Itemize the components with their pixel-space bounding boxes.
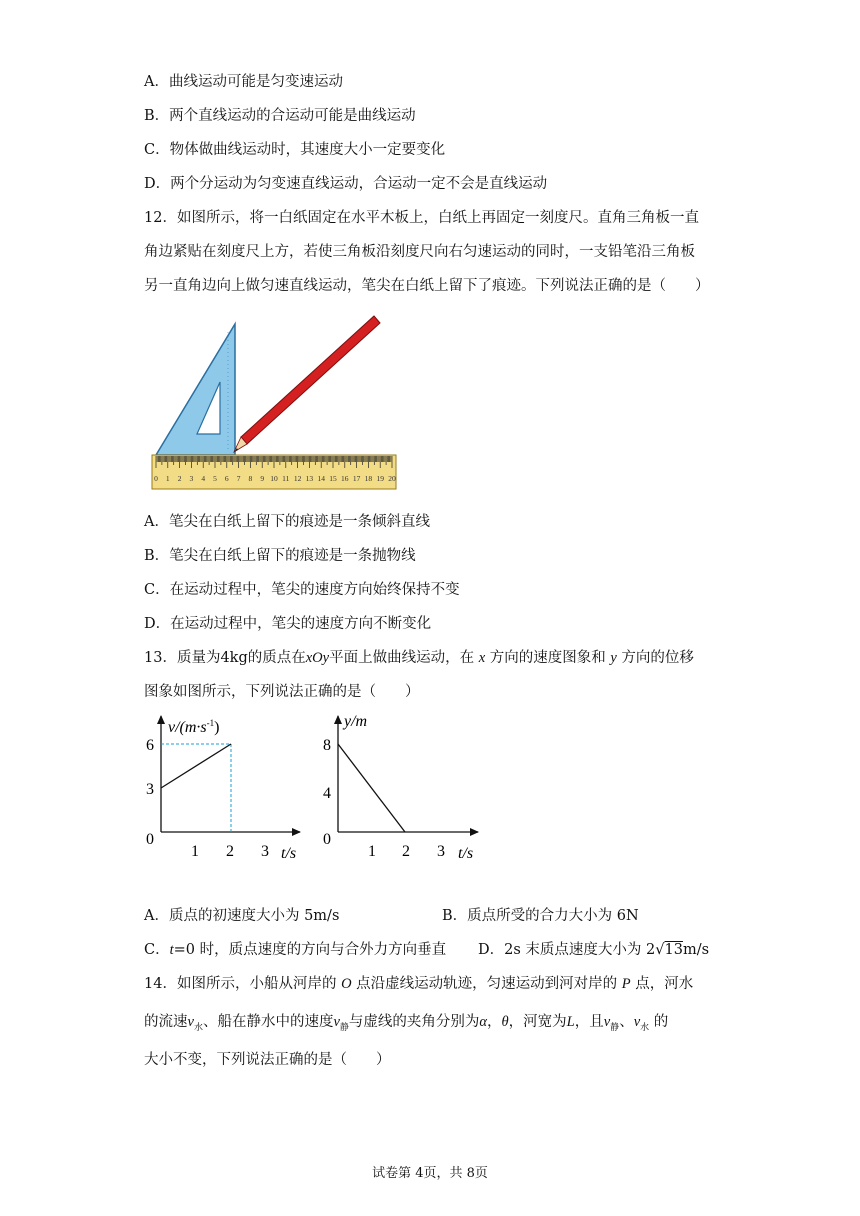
q11-option-d: D．两个分运动为匀变速直线运动，合运动一定不会是直线运动	[144, 176, 548, 192]
ruler-label: 7	[236, 474, 241, 483]
ruler-label: 8	[248, 474, 253, 483]
v-tick-6: 6	[146, 737, 154, 754]
q13-option-c: C．t=0 时，质点速度的方向与合外力方向垂直	[144, 942, 447, 958]
t-tick-2: 2	[226, 843, 234, 860]
ruler-label: 0	[154, 474, 158, 483]
t-tick-3: 3	[437, 843, 445, 860]
ruler-label: 5	[213, 474, 217, 483]
q12-option-b: B．笔尖在白纸上留下的痕迹是一条抛物线	[144, 548, 416, 564]
q13-displacement-graph	[318, 712, 488, 862]
q13-option-a: A．质点的初速度大小为 5m/s	[144, 908, 340, 924]
ruler-label: 1	[165, 474, 170, 483]
q14-stem-line-3: 大小不变，下列说法正确的是（ ）	[144, 1052, 391, 1068]
q13-stem-line-2: 图象如图所示，下列说法正确的是（ ）	[144, 684, 420, 700]
v-tick-0: 0	[146, 831, 154, 848]
t-axis-label: t/s	[458, 845, 474, 862]
ruler-label: 9	[260, 474, 265, 483]
y-tick-8: 8	[323, 737, 331, 754]
ruler-label: 18	[364, 474, 373, 483]
y-tick-4: 4	[323, 785, 331, 802]
ruler-ticks	[156, 456, 392, 468]
q12-option-c: C．在运动过程中，笔尖的速度方向始终保持不变	[144, 582, 460, 598]
pencil	[234, 316, 380, 452]
ruler-label: 11	[282, 474, 290, 483]
ruler-label: 4	[201, 474, 206, 483]
ruler-label: 12	[293, 474, 302, 483]
q12-stem-line-3: 另一直角边向上做匀速直线运动，笔尖在白纸上留下了痕迹。下列说法正确的是（ ）	[144, 278, 710, 294]
y-axis-label: y/m	[344, 713, 368, 730]
t-tick-1: 1	[368, 843, 376, 860]
set-square	[156, 324, 235, 455]
ruler-label: 17	[352, 474, 361, 483]
q11-option-a: A．曲线运动可能是匀变速运动	[144, 74, 343, 90]
ruler-label: 13	[305, 474, 314, 483]
ruler-label: 20	[388, 474, 396, 483]
v-tick-3: 3	[146, 781, 154, 798]
page-footer: 试卷第 4页，共 8页	[372, 1166, 488, 1181]
q12-option-a: A．笔尖在白纸上留下的痕迹是一条倾斜直线	[144, 514, 430, 530]
q13-option-b: B．质点所受的合力大小为 6N	[442, 908, 639, 924]
q12-option-d: D．在运动过程中，笔尖的速度方向不断变化	[144, 616, 432, 632]
q12-stem-line-1: 12．如图所示，将一白纸固定在水平木板上，白纸上再固定一刻度尺。直角三角板一直	[144, 210, 699, 226]
ruler-label: 16	[341, 474, 349, 483]
ruler-label: 19	[376, 474, 384, 483]
q13-velocity-graph	[140, 712, 310, 862]
q13-option-d: D．2s 末质点速度大小为 2√13m/s	[478, 942, 710, 958]
ruler-label: 3	[189, 474, 194, 483]
q12-ruler-figure	[148, 312, 400, 494]
q14-stem-line-2: 的流速$v_水$、船在静水中的速度$v_静$与虚线的夹角分别为α，θ，河宽为L，且$v_静$、$v_水$ 的	[144, 1014, 669, 1033]
q11-option-b: B．两个直线运动的合运动可能是曲线运动	[144, 108, 416, 124]
ruler-label: 15	[329, 474, 337, 483]
q14-stem-line-1: 14．如图所示，小船从河岸的 O 点沿虚线运动轨迹，匀速运动到河对岸的 P 点，河水	[144, 976, 694, 992]
ruler-label: 10	[270, 474, 278, 483]
displacement-line	[338, 744, 405, 832]
q13-stem-line-1: 13．质量为4kg的质点在xOy平面上做曲线运动，在 x 方向的速度图象和 y 方向的位移	[144, 650, 694, 666]
q12-stem-line-2: 角边紧贴在刻度尺上方，若使三角板沿刻度尺向右匀速运动的同时，一支铅笔沿三角板	[144, 244, 695, 260]
ruler-label: 14	[317, 474, 325, 483]
y-tick-0: 0	[323, 831, 331, 848]
ruler-label: 2	[177, 474, 182, 483]
ruler-labels	[154, 474, 396, 483]
ruler-label: 6	[224, 474, 229, 483]
t-axis-label: t/s	[281, 845, 297, 862]
velocity-line	[161, 744, 231, 788]
t-tick-3: 3	[261, 843, 269, 860]
t-tick-2: 2	[402, 843, 410, 860]
q11-option-c: C．物体做曲线运动时，其速度大小一定要变化	[144, 142, 446, 158]
v-axis-label: $v/(m\cdot s^{-1})$	[168, 718, 220, 736]
t-tick-1: 1	[191, 843, 199, 860]
